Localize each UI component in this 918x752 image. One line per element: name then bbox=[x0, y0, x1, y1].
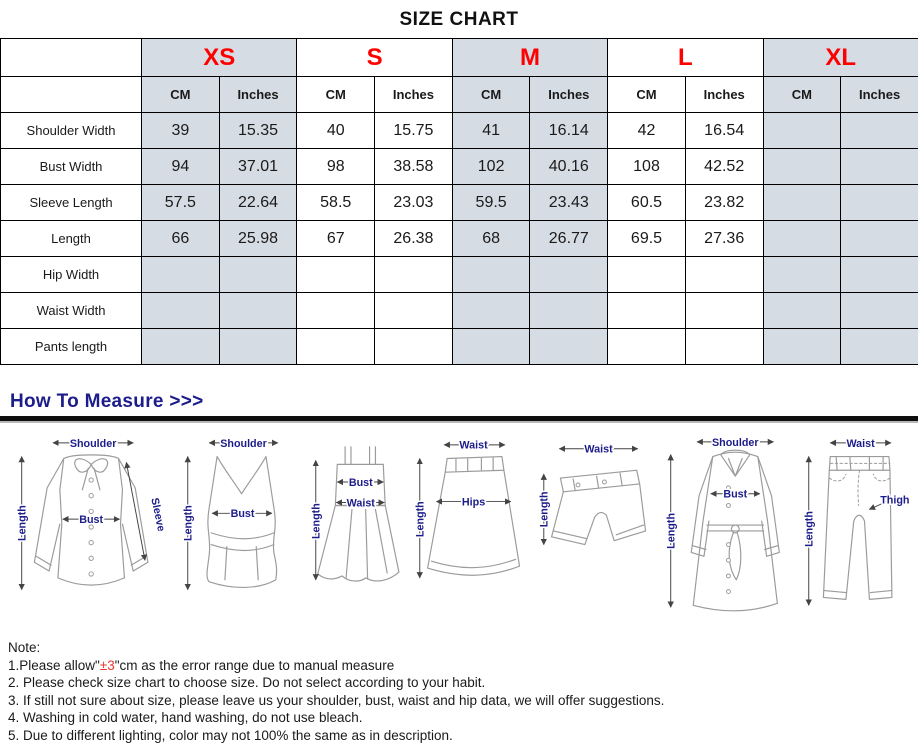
notes-heading: Note: bbox=[8, 640, 41, 655]
value-cell: 38.58 bbox=[375, 149, 453, 185]
corner-cell bbox=[1, 77, 142, 113]
measure-label-shoulder: Shoulder bbox=[220, 437, 268, 450]
figure-dress bbox=[305, 429, 409, 625]
note-line-3: 3. If still not sure about size, please leave us your shoulder, bust, waist and hip data, we will offer suggestions. bbox=[8, 692, 665, 708]
measure-label-length: Length bbox=[311, 503, 324, 540]
value-cell bbox=[841, 293, 918, 329]
unit-cm: CM bbox=[763, 77, 841, 113]
value-cell bbox=[219, 329, 297, 365]
measurement-figures bbox=[0, 423, 918, 629]
divider-rule bbox=[0, 416, 918, 423]
measure-label-bust: Bust bbox=[349, 476, 374, 489]
value-cell bbox=[685, 329, 763, 365]
table-row bbox=[1, 149, 918, 185]
value-cell bbox=[297, 257, 375, 293]
value-cell: 16.54 bbox=[685, 113, 763, 149]
value-cell bbox=[452, 257, 530, 293]
unit-cm: CM bbox=[142, 77, 220, 113]
value-cell bbox=[841, 149, 918, 185]
measure-label-waist: Waist bbox=[459, 439, 488, 452]
measure-label-bust: Bust bbox=[722, 488, 747, 501]
measure-label-bust: Bust bbox=[230, 508, 255, 521]
table-row bbox=[1, 185, 918, 221]
size-header-l: L bbox=[608, 39, 763, 77]
page-title: SIZE CHART bbox=[399, 9, 519, 30]
value-cell bbox=[452, 329, 530, 365]
value-cell: 57.5 bbox=[142, 185, 220, 221]
row-label: Pants length bbox=[1, 329, 142, 365]
value-cell bbox=[685, 293, 763, 329]
value-cell: 23.82 bbox=[685, 185, 763, 221]
measure-label-length: Length bbox=[16, 505, 29, 542]
note-line-1 bbox=[8, 657, 918, 675]
note-line-2: 2. Please check size chart to choose size. Do not select according to your habit. bbox=[8, 675, 486, 690]
measure-label-sleeve: Sleeve bbox=[148, 496, 168, 533]
value-cell bbox=[841, 257, 918, 293]
note-line-5: 5. Due to different lighting, color may not 100% the same as in description. bbox=[8, 727, 453, 743]
measure-label-length: Length bbox=[182, 505, 195, 542]
value-cell: 40.16 bbox=[530, 149, 608, 185]
value-cell bbox=[219, 257, 297, 293]
size-header-xl: XL bbox=[763, 39, 918, 77]
unit-inches: Inches bbox=[219, 77, 297, 113]
value-cell: 94 bbox=[142, 149, 220, 185]
value-cell bbox=[452, 293, 530, 329]
value-cell bbox=[841, 185, 918, 221]
value-cell bbox=[763, 149, 841, 185]
measure-label-bust: Bust bbox=[79, 514, 104, 527]
value-cell bbox=[608, 329, 686, 365]
value-cell: 39 bbox=[142, 113, 220, 149]
note-line-1-suffix: "cm as the error range due to manual measure bbox=[114, 657, 395, 673]
value-cell: 16.14 bbox=[530, 113, 608, 149]
row-label: Sleeve Length bbox=[1, 185, 142, 221]
value-cell: 26.77 bbox=[530, 221, 608, 257]
value-cell bbox=[841, 221, 918, 257]
row-label: Length bbox=[1, 221, 142, 257]
measure-label-waist: Waist bbox=[845, 437, 875, 450]
table-row bbox=[1, 221, 918, 257]
value-cell bbox=[763, 329, 841, 365]
unit-cm: CM bbox=[297, 77, 375, 113]
value-cell bbox=[763, 185, 841, 221]
value-cell: 37.01 bbox=[219, 149, 297, 185]
value-cell: 68 bbox=[452, 221, 530, 257]
size-header-m: M bbox=[452, 39, 607, 77]
value-cell bbox=[219, 293, 297, 329]
value-cell bbox=[375, 293, 453, 329]
value-cell bbox=[763, 113, 841, 149]
figure-coat bbox=[658, 429, 797, 625]
measure-label-waist: Waist bbox=[347, 497, 376, 510]
value-cell: 40 bbox=[297, 113, 375, 149]
value-cell bbox=[685, 257, 763, 293]
value-cell: 25.98 bbox=[219, 221, 297, 257]
value-cell: 15.35 bbox=[219, 113, 297, 149]
value-cell: 41 bbox=[452, 113, 530, 149]
value-cell: 108 bbox=[608, 149, 686, 185]
table-row bbox=[1, 113, 918, 149]
row-label: Bust Width bbox=[1, 149, 142, 185]
value-cell: 23.43 bbox=[530, 185, 608, 221]
value-cell bbox=[375, 257, 453, 293]
unit-inches: Inches bbox=[530, 77, 608, 113]
table-row bbox=[1, 293, 918, 329]
unit-cm: CM bbox=[452, 77, 530, 113]
value-cell: 59.5 bbox=[452, 185, 530, 221]
figure-shorts bbox=[534, 429, 657, 625]
note-line-4: 4. Washing in cold water, hand washing, do not use bleach. bbox=[8, 710, 363, 725]
value-cell bbox=[530, 293, 608, 329]
value-cell bbox=[530, 329, 608, 365]
measure-label-length: Length bbox=[803, 511, 816, 547]
value-cell bbox=[142, 257, 220, 293]
value-cell: 102 bbox=[452, 149, 530, 185]
value-cell bbox=[841, 113, 918, 149]
value-cell: 98 bbox=[297, 149, 375, 185]
figure-pants bbox=[797, 429, 910, 625]
figure-tank-top bbox=[176, 429, 305, 625]
value-cell bbox=[142, 293, 220, 329]
value-cell: 60.5 bbox=[608, 185, 686, 221]
value-cell bbox=[608, 293, 686, 329]
measure-label-length: Length bbox=[665, 512, 678, 549]
value-cell: 58.5 bbox=[297, 185, 375, 221]
size-header-xs: XS bbox=[142, 39, 297, 77]
value-cell: 66 bbox=[142, 221, 220, 257]
unit-cm: CM bbox=[608, 77, 686, 113]
value-cell bbox=[375, 329, 453, 365]
value-cell: 22.64 bbox=[219, 185, 297, 221]
measure-label-waist: Waist bbox=[584, 443, 614, 456]
size-header-s: S bbox=[297, 39, 452, 77]
figure-skirt bbox=[409, 429, 534, 625]
measure-label-length: Length bbox=[539, 491, 552, 528]
value-cell bbox=[297, 329, 375, 365]
figure-blouse bbox=[8, 429, 176, 625]
note-line-1-prefix: 1.Please allow" bbox=[8, 657, 100, 673]
value-cell: 42.52 bbox=[685, 149, 763, 185]
row-label: Waist Width bbox=[1, 293, 142, 329]
value-cell: 42 bbox=[608, 113, 686, 149]
how-to-measure-heading: How To Measure >>> bbox=[10, 391, 204, 412]
value-cell: 23.03 bbox=[375, 185, 453, 221]
unit-inches: Inches bbox=[841, 77, 918, 113]
size-header-row bbox=[1, 39, 918, 77]
value-cell bbox=[608, 257, 686, 293]
measure-label-hips: Hips bbox=[462, 496, 486, 509]
value-cell: 26.38 bbox=[375, 221, 453, 257]
value-cell bbox=[841, 329, 918, 365]
measure-label-shoulder: Shoulder bbox=[69, 437, 117, 450]
value-cell: 69.5 bbox=[608, 221, 686, 257]
table-row bbox=[1, 257, 918, 293]
button-dots bbox=[89, 478, 93, 576]
value-cell bbox=[142, 329, 220, 365]
unit-inches: Inches bbox=[375, 77, 453, 113]
value-cell: 15.75 bbox=[375, 113, 453, 149]
table-row bbox=[1, 329, 918, 365]
size-chart-table bbox=[0, 38, 918, 365]
note-tolerance-value: ±3 bbox=[99, 657, 115, 673]
measure-label-thigh: Thigh bbox=[879, 494, 910, 507]
value-cell bbox=[530, 257, 608, 293]
measure-label-length: Length bbox=[414, 501, 427, 538]
button-dots bbox=[726, 486, 730, 594]
value-cell bbox=[763, 221, 841, 257]
value-cell bbox=[763, 293, 841, 329]
value-cell bbox=[297, 293, 375, 329]
row-label: Hip Width bbox=[1, 257, 142, 293]
value-cell bbox=[763, 257, 841, 293]
row-label: Shoulder Width bbox=[1, 113, 142, 149]
value-cell: 67 bbox=[297, 221, 375, 257]
unit-inches: Inches bbox=[685, 77, 763, 113]
value-cell: 27.36 bbox=[685, 221, 763, 257]
corner-cell bbox=[1, 39, 142, 77]
measure-label-shoulder: Shoulder bbox=[711, 436, 759, 449]
notes-section bbox=[8, 639, 918, 744]
unit-header-row bbox=[1, 77, 918, 113]
